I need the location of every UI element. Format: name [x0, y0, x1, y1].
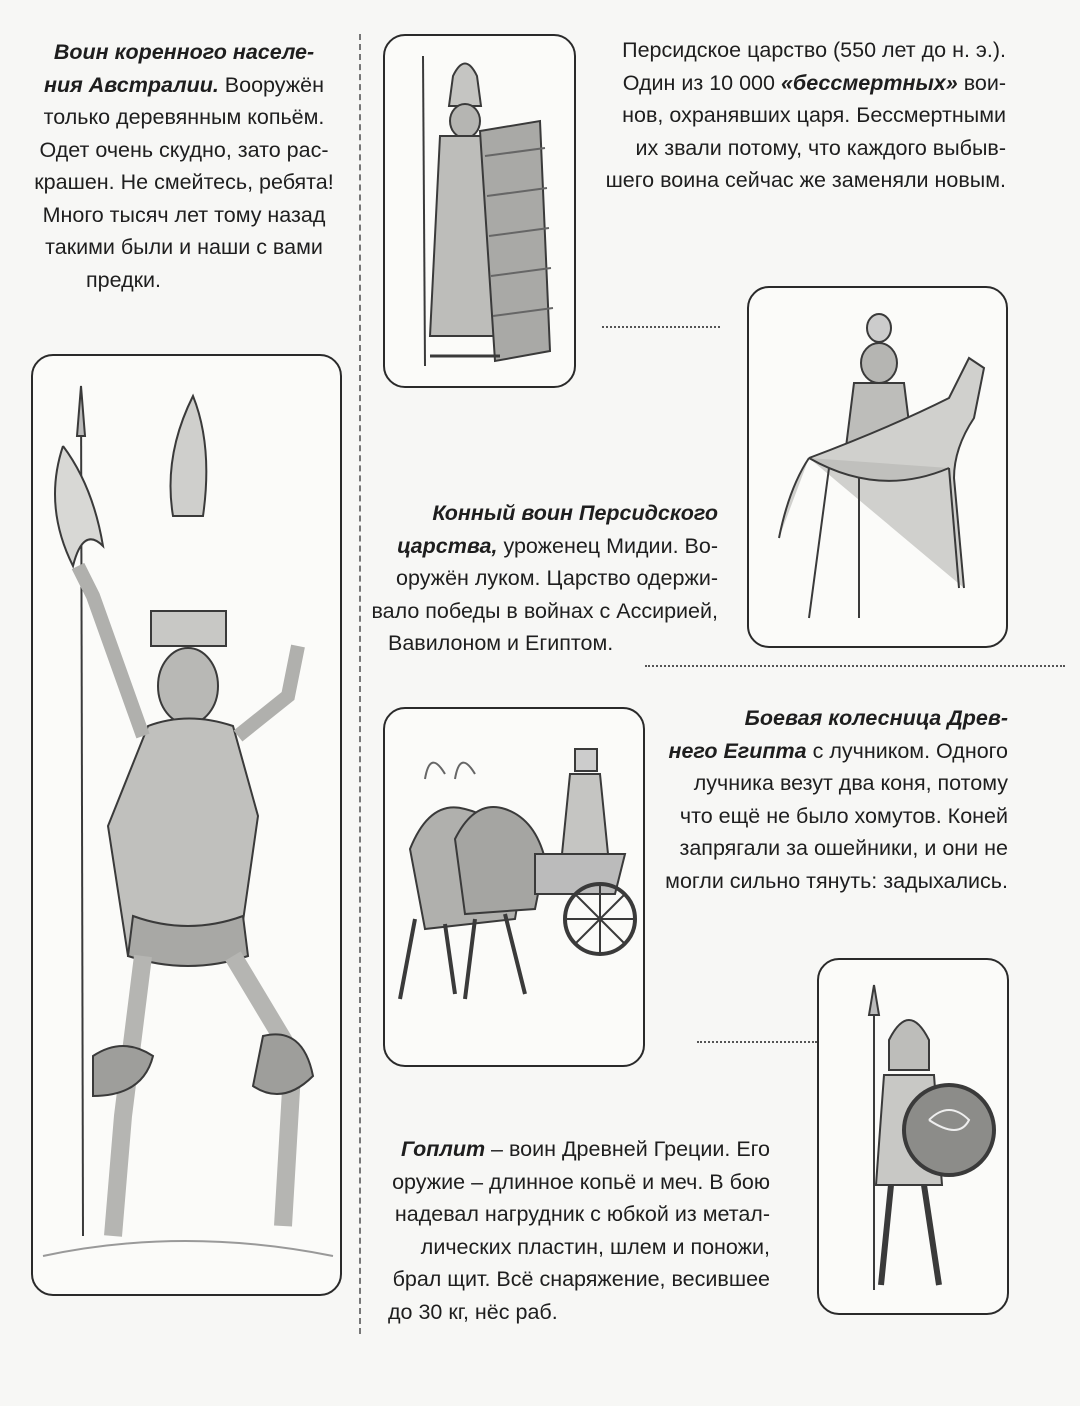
connector-line-chariot: [645, 665, 1065, 667]
caption-line: ния Австралии. Вооружён: [44, 72, 324, 97]
caption-line: Гоплит – воин Древней Греции. Его: [401, 1137, 770, 1161]
caption-line: такими были и наши с вами: [45, 235, 323, 259]
column-divider: [359, 34, 361, 1334]
hoplite-illustration-frame: [817, 958, 1009, 1315]
caption-line: предки.: [86, 267, 162, 292]
caption-line: что ещё не было хомутов. Коней: [679, 803, 1008, 828]
immortal-caption: [586, 34, 1006, 197]
aborigine-caption: [24, 36, 344, 296]
caption-line: крашен. Не смейтесь, ребята!: [34, 170, 334, 194]
hoplite-illustration: [819, 960, 1007, 1313]
caption-line: Много тысяч лет тому назад: [42, 202, 326, 227]
caption-line: оружён луком. Царство одержи-: [396, 566, 718, 590]
caption-line: нов, охранявших царя. Бессмертными: [622, 103, 1006, 127]
caption-line: запрягали за ошейники, и они не: [679, 836, 1008, 860]
connector-line-hoplite: [697, 1041, 817, 1043]
aborigine-warrior-illustration: [33, 356, 340, 1294]
caption-line: Один из 10 000 «бессмертных» вои-: [622, 70, 1006, 95]
caption-line: до 30 кг, нёс раб.: [388, 1299, 558, 1324]
horseman-caption: [368, 497, 718, 660]
aborigine-illustration-frame: [31, 354, 342, 1296]
caption-line: вало победы в войнах с Ассирией,: [371, 598, 718, 623]
caption-line: царства, уроженец Мидии. Во-: [397, 533, 718, 558]
immortal-warrior-illustration: [385, 36, 574, 386]
caption-line: Вавилоном и Египтом.: [388, 631, 614, 655]
caption-line: Одет очень скудно, зато рас-: [39, 137, 329, 162]
caption-line: надевал нагрудник с юбкой из метал-: [394, 1202, 770, 1226]
caption-line: только деревянным копьём.: [43, 105, 325, 129]
horseman-illustration: [749, 288, 1006, 646]
caption-line: Воин коренного населе-: [53, 40, 315, 64]
chariot-illustration: [385, 709, 643, 1065]
caption-line: Персидское царство (550 лет до н. э.).: [622, 38, 1006, 62]
caption-line: оружие – длинное копьё и меч. В бою: [392, 1169, 770, 1194]
connector-line-horseman: [602, 326, 720, 328]
caption-line: их звали потому, что каждого выбыв-: [635, 135, 1006, 160]
caption-line: брал щит. Всё снаряжение, весившее: [392, 1267, 770, 1291]
caption-line: него Египта с лучником. Одного: [668, 738, 1008, 763]
caption-line: Боевая колесница Древ-: [744, 706, 1008, 730]
chariot-caption: [660, 702, 1008, 897]
caption-line: могли сильно тянуть: задыхались.: [665, 868, 1008, 893]
caption-line: лических пластин, шлем и поножи,: [420, 1234, 770, 1259]
immortal-illustration-frame: [383, 34, 576, 388]
caption-line: Конный воин Персидского: [432, 501, 718, 525]
horseman-illustration-frame: [747, 286, 1008, 648]
chariot-illustration-frame: [383, 707, 645, 1067]
caption-line: лучника везут два коня, потому: [693, 771, 1008, 795]
caption-line: шего воина сейчас же заменяли новым.: [605, 168, 1006, 192]
hoplite-caption: [378, 1133, 770, 1328]
